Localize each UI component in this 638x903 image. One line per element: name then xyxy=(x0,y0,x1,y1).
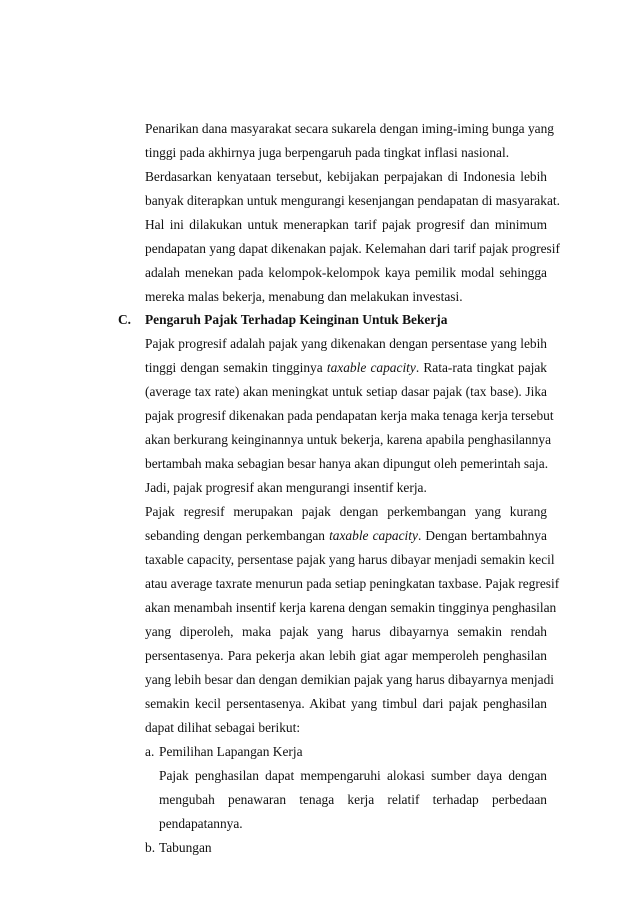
text-line: Pajak penghasilan dapat mempengaruhi alokasi sumber daya dengan xyxy=(159,768,547,783)
list-item-title: Pemilihan Lapangan Kerja xyxy=(159,744,303,759)
text-run: . Rata-rata tingkat pajak xyxy=(415,360,548,375)
text-line: dapat dilihat sebagai berikut: xyxy=(145,720,301,735)
text-line: (average tax rate) akan meningkat untuk setiap dasar pajak (tax base). Jika xyxy=(145,384,547,399)
text-line: banyak diterapkan untuk mengurangi kesenjangan pendapatan di masyarakat. xyxy=(145,193,560,208)
text-line: akan berkurang keinginannya untuk bekerja, karena apabila penghasilannya xyxy=(145,432,552,447)
text-line: mereka malas bekerja, menabung dan melakukan investasi. xyxy=(145,289,463,304)
text-line: mengubah penawaran tenaga kerja relatif terhadap perbedaan xyxy=(159,792,547,807)
text-line xyxy=(145,358,547,378)
text-line: Berdasarkan kenyataan tersebut, kebijakan perpajakan di Indonesia lebih xyxy=(145,169,547,184)
text-run: sebanding dengan perkembangan xyxy=(145,528,330,543)
list-marker: b. xyxy=(145,840,156,855)
text-line: atau average taxrate menurun pada setiap peningkatan taxbase. Pajak regresif xyxy=(145,576,560,591)
italic-term: taxable capacity xyxy=(326,360,416,375)
text-line: taxable capacity, persentase pajak yang harus dibayar menjadi semakin kecil xyxy=(145,552,555,567)
text-line: Penarikan dana masyarakat secara sukarela dengan iming-iming bunga yang xyxy=(145,121,555,136)
text-line: pajak progresif dikenakan pada pendapatan kerja maka tenaga kerja tersebut xyxy=(145,408,554,423)
text-line: Pajak regresif merupakan pajak dengan perkembangan yang kurang xyxy=(145,504,547,519)
text-line: adalah menekan pada kelompok-kelompok kaya pemilik modal sehingga xyxy=(145,265,547,280)
text-line: pendapatan yang dapat dikenakan pajak. Kelemahan dari tarif pajak progresif xyxy=(145,241,560,256)
italic-term: taxable capacity xyxy=(329,528,418,543)
text-line: bertambah maka sebagian besar hanya akan dipungut oleh pemerintah saja. xyxy=(145,456,549,471)
text-line: yang lebih besar dan dengan demikian pajak yang harus dibayarnya menjadi xyxy=(145,672,555,687)
section-marker: C. xyxy=(118,312,132,327)
text-line: Jadi, pajak progresif akan mengurangi insentif kerja. xyxy=(145,480,427,495)
text-line: tinggi pada akhirnya juga berpengaruh pada tingkat inflasi nasional. xyxy=(145,145,510,160)
text-run: . Dengan bertambahnya xyxy=(417,528,547,543)
list-item-title: Tabungan xyxy=(159,840,212,855)
text-line: semakin kecil persentasenya. Akibat yang timbul dari pajak penghasilan xyxy=(145,696,547,711)
text-line: pendapatannya. xyxy=(159,816,243,831)
list-marker: a. xyxy=(145,744,155,759)
section-heading: Pengaruh Pajak Terhadap Keinginan Untuk Bekerja xyxy=(145,312,448,327)
text-run: tinggi dengan semakin tingginya xyxy=(145,360,327,375)
text-line: Hal ini dilakukan untuk menerapkan tarif pajak progresif dan minimum xyxy=(145,217,547,232)
text-line xyxy=(145,526,547,546)
text-line: yang diperoleh, maka pajak yang harus dibayarnya semakin rendah xyxy=(145,624,547,639)
text-line: akan menambah insentif kerja karena dengan semakin tingginya penghasilan xyxy=(145,600,557,615)
text-line: Pajak progresif adalah pajak yang dikenakan dengan persentase yang lebih xyxy=(145,336,547,351)
text-line: persentasenya. Para pekerja akan lebih giat agar memperoleh penghasilan xyxy=(145,648,547,663)
